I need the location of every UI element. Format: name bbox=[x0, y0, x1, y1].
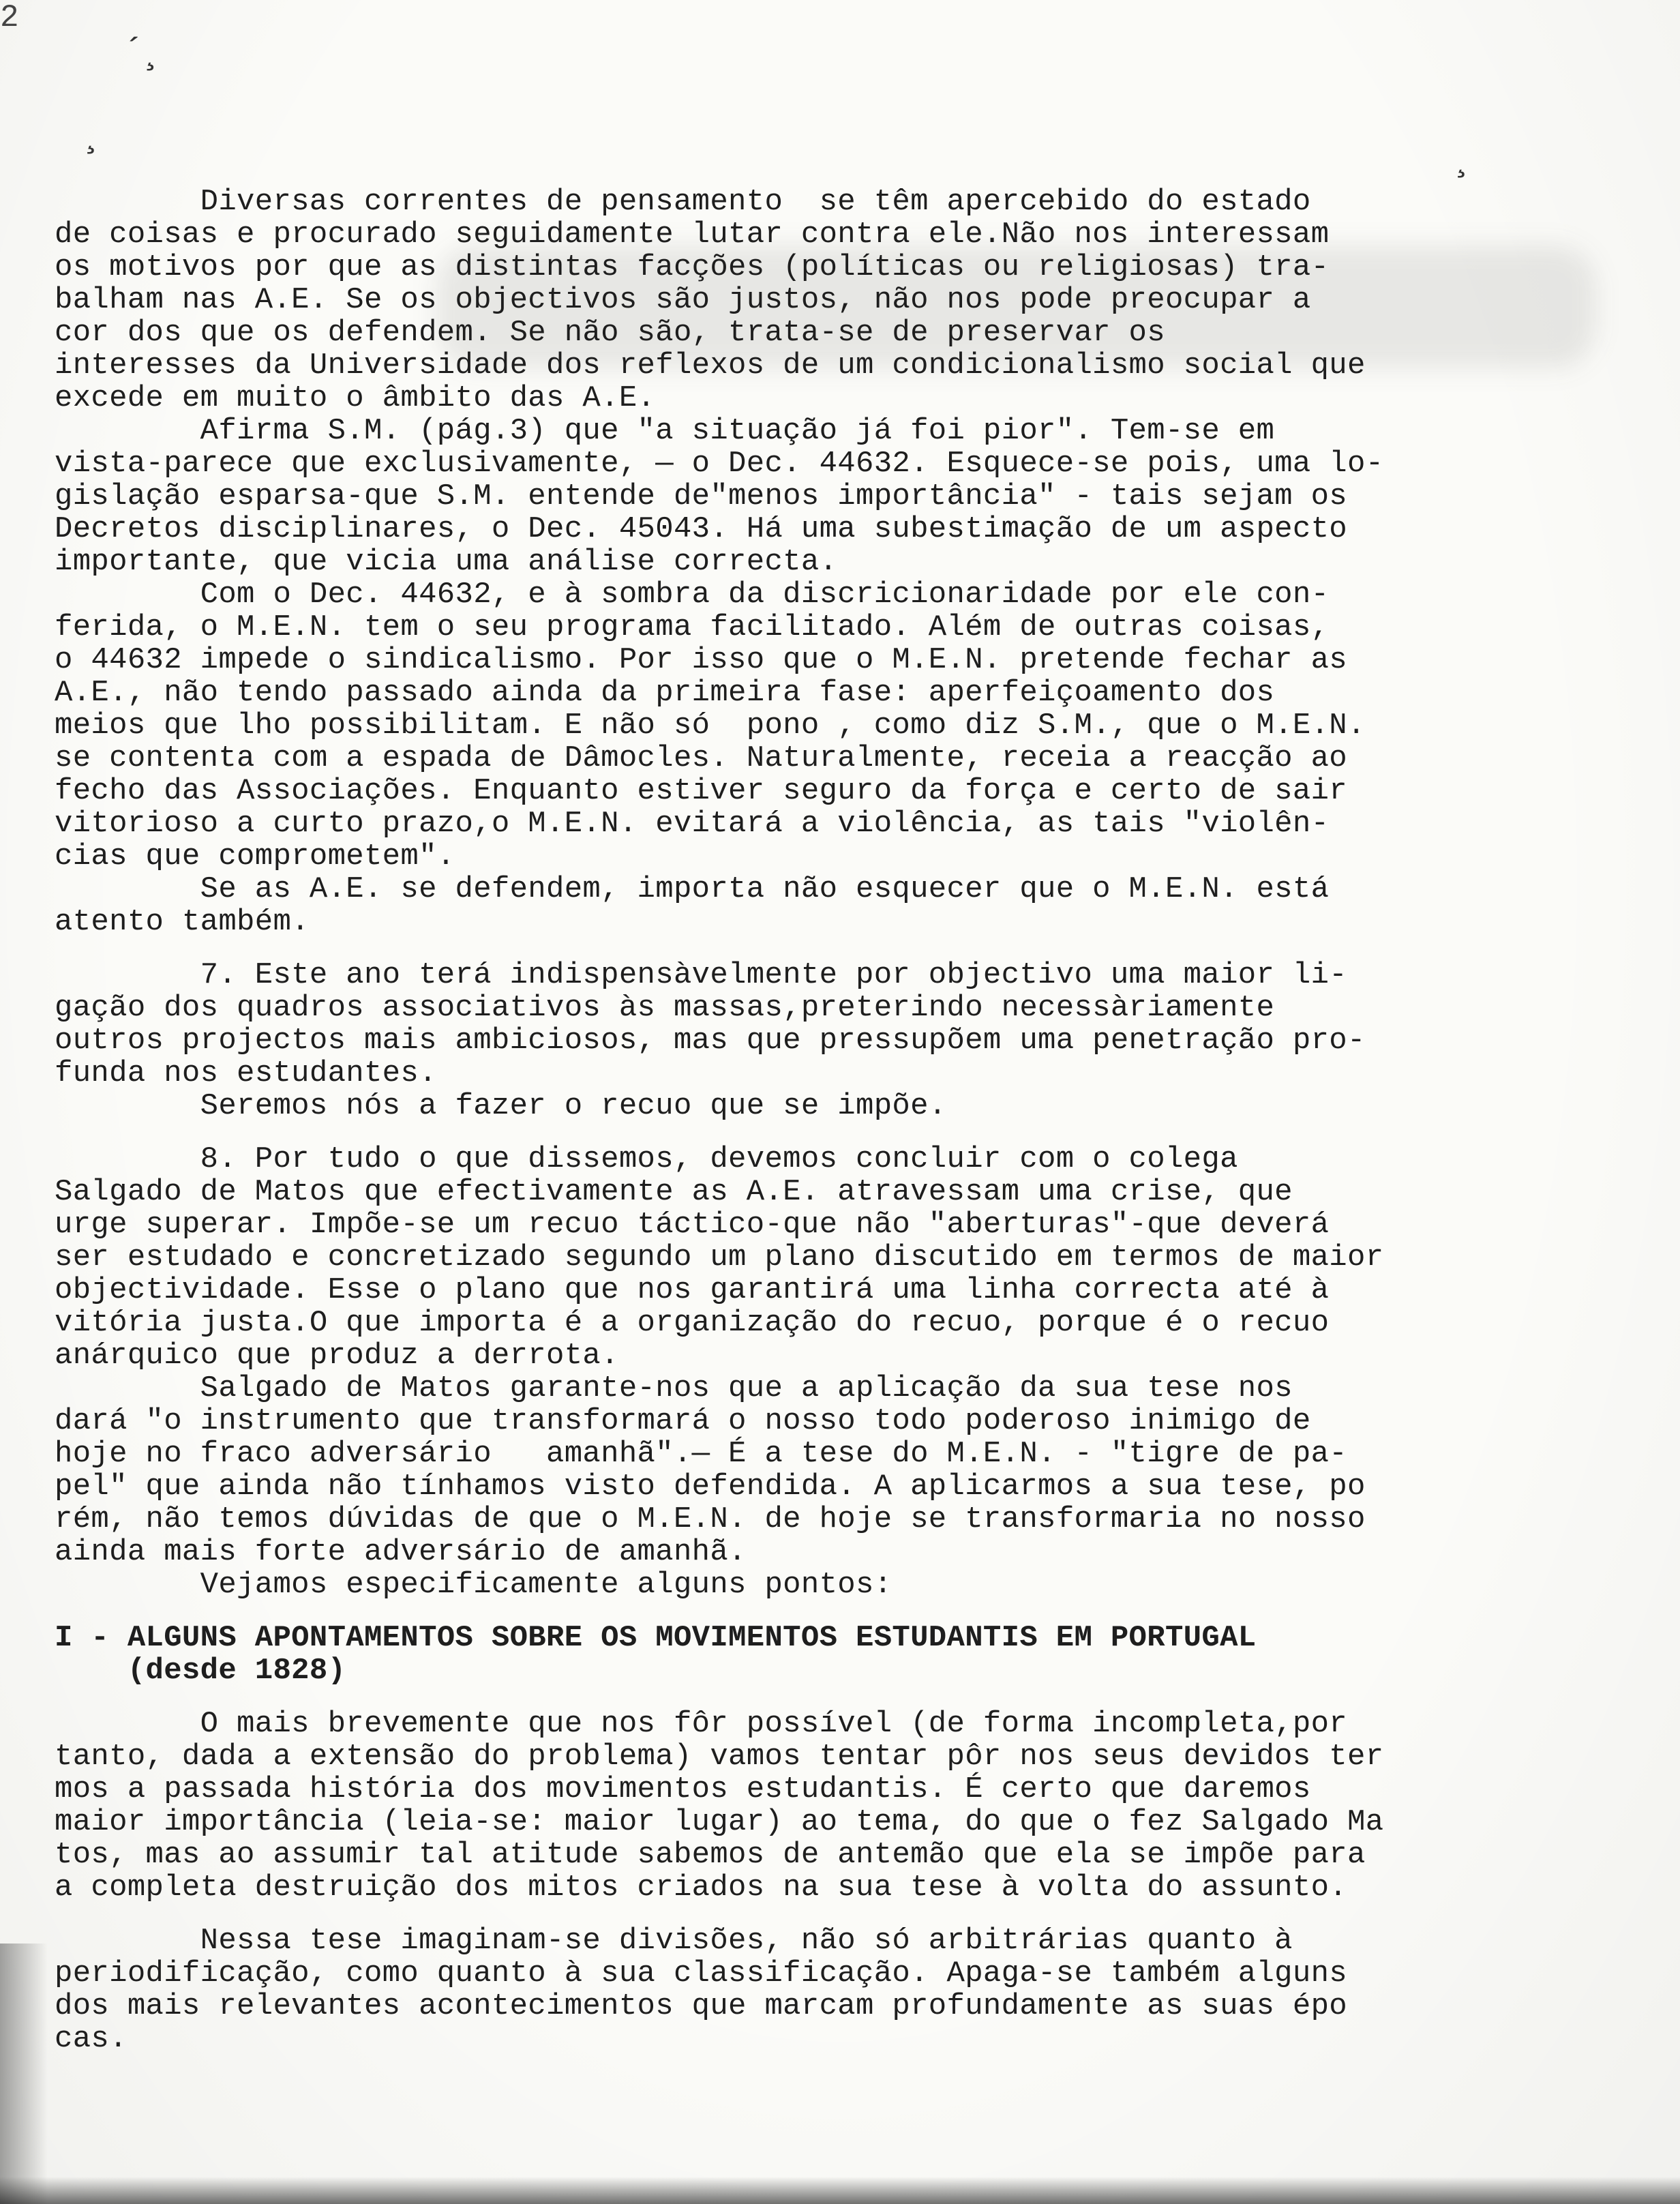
text-line: vitorioso a curto prazo,o M.E.N. evitará a violência, as tais "violên- bbox=[55, 807, 1330, 841]
text-line: periodificação, como quanto à sua classificação. Apaga-se também alguns bbox=[55, 1956, 1348, 1991]
text-line: ferida, o M.E.N. tem o seu programa facilitado. Além de outras coisas, bbox=[55, 610, 1330, 644]
section-heading-line: I - ALGUNS APONTAMENTOS SOBRE OS MOVIMENTOS ESTUDANTIS EM PORTUGAL bbox=[55, 1621, 1257, 1655]
text-line: Vejamos especificamente alguns pontos: bbox=[55, 1568, 892, 1602]
text-line: ainda mais forte adversário de amanhã. bbox=[55, 1535, 747, 1569]
scan-shadow-bottom bbox=[0, 2177, 1680, 2204]
text-line: interesses da Universidade dos reflexos de um condicionalismo social que bbox=[55, 348, 1366, 383]
left-mark: ¸ bbox=[85, 116, 108, 158]
text-line: excede em muito o âmbito das A.E. bbox=[55, 381, 656, 415]
paragraph-gap bbox=[55, 1601, 1616, 1622]
text-line: de coisas e procurado seguidamente lutar contra ele.Não nos interessam bbox=[55, 218, 1330, 252]
text-line: 7. Este ano terá indispensàvelmente por objectivo uma maior li- bbox=[55, 958, 1348, 992]
text-line: meios que lho possibilitam. E não só pono , como diz S.M., que o M.E.N. bbox=[55, 709, 1366, 743]
text-line: Se as A.E. se defendem, importa não esquecer que o M.E.N. está bbox=[55, 872, 1330, 906]
text-line: os motivos por que as distintas facções (políticas ou religiosas) tra- bbox=[55, 250, 1330, 284]
text-line: Salgado de Matos garante-nos que a aplicação da sua tese nos bbox=[55, 1371, 1293, 1405]
text-line: tos, mas ao assumir tal atitude sabemos de antemão que ela se impõe para bbox=[55, 1838, 1366, 1872]
text-line: atento também. bbox=[55, 905, 310, 939]
corner-mark: 2 bbox=[0, 0, 19, 35]
text-line: pel" que ainda não tínhamos visto defendida. A aplicarmos a sua tese, po bbox=[55, 1470, 1366, 1504]
text-line: Diversas correntes de pensamento se têm apercebido do estado bbox=[55, 185, 1311, 219]
text-line: tanto, dada a extensão do problema) vamos tentar pôr nos seus devidos ter bbox=[55, 1740, 1384, 1774]
text-line: balham nas A.E. Se os objectivos são justos, não nos pode preocupar a bbox=[55, 283, 1311, 317]
text-line: o 44632 impede o sindicalismo. Por isso que o M.E.N. pretende fechar as bbox=[55, 643, 1348, 677]
text-line: funda nos estudantes. bbox=[55, 1056, 437, 1090]
text-line: dos mais relevantes acontecimentos que marcam profundamente as suas épo bbox=[55, 1989, 1348, 2023]
text-line: Nessa tese imaginam-se divisões, não só arbitrárias quanto à bbox=[55, 1924, 1293, 1958]
text-line: A.E., não tendo passado ainda da primeira fase: aperfeiçoamento dos bbox=[55, 676, 1275, 710]
text-line: objectividade. Esse o plano que nos garantirá uma linha correcta até à bbox=[55, 1273, 1330, 1307]
text-line: cas. bbox=[55, 2022, 127, 2056]
text-line: Salgado de Matos que efectivamente as A.E. atravessam uma crise, que bbox=[55, 1175, 1293, 1209]
text-line: cias que comprometem". bbox=[55, 839, 455, 874]
text-line: se contenta com a espada de Dâmocles. Naturalmente, receia a reacção ao bbox=[55, 741, 1348, 775]
text-line: Com o Dec. 44632, e à sombra da discricionaridade por ele con- bbox=[55, 578, 1330, 612]
text-line: mos a passada história dos movimentos estudantis. É certo que daremos bbox=[55, 1772, 1311, 1806]
text-line: vitória justa.O que importa é a organização do recuo, porque é o recuo bbox=[55, 1306, 1330, 1340]
text-line: urge superar. Impõe-se um recuo táctico-que não "aberturas"-que deverá bbox=[55, 1208, 1330, 1242]
scan-shadow-left bbox=[0, 1944, 48, 2204]
text-line: 8. Por tudo o que dissemos, devemos concluir com o colega bbox=[55, 1142, 1238, 1176]
top-mark: ´¸ bbox=[123, 33, 167, 74]
text-line: maior importância (leia-se: maior lugar) ao tema, do que o fez Salgado Ma bbox=[55, 1805, 1384, 1839]
paragraph-gap bbox=[55, 938, 1616, 959]
text-line: rém, não temos dúvidas de que o M.E.N. de hoje se transformaria no nosso bbox=[55, 1502, 1366, 1536]
text-line: Afirma S.M. (pág.3) que "a situação já foi pior". Tem-se em bbox=[55, 414, 1275, 448]
right-mark: ¸ bbox=[1456, 140, 1478, 181]
text-line: gação dos quadros associativos às massas,preterindo necessàriamente bbox=[55, 991, 1275, 1025]
section-heading-line: (desde 1828) bbox=[55, 1654, 346, 1688]
text-line: fecho das Associações. Enquanto estiver seguro da força e certo de sair bbox=[55, 774, 1348, 808]
text-line: dará "o instrumento que transformará o nosso todo poderoso inimigo de bbox=[55, 1404, 1311, 1438]
text-line: outros projectos mais ambiciosos, mas que pressupõem uma penetração pro- bbox=[55, 1024, 1366, 1058]
text-line: anárquico que produz a derrota. bbox=[55, 1339, 619, 1373]
paragraph-gap bbox=[55, 1122, 1616, 1143]
document-body bbox=[55, 185, 1616, 2055]
text-line: Decretos disciplinares, o Dec. 45043. Há uma subestimação de um aspecto bbox=[55, 512, 1348, 546]
text-line: ser estudado e concretizado segundo um plano discutido em termos de maior bbox=[55, 1240, 1384, 1275]
paragraph-gap bbox=[55, 1904, 1616, 1924]
text-line: Seremos nós a fazer o recuo que se impõe. bbox=[55, 1089, 947, 1123]
text-line: importante, que vicia uma análise correcta. bbox=[55, 545, 838, 579]
text-line: O mais brevemente que nos fôr possível (de forma incompleta,por bbox=[55, 1707, 1348, 1741]
text-line: a completa destruição dos mitos criados na sua tese à volta do assunto. bbox=[55, 1871, 1348, 1905]
text-line: cor dos que os defendem. Se não são, trata-se de preservar os bbox=[55, 316, 1165, 350]
text-line: vista-parece que exclusivamente, — o Dec. 44632. Esquece-se pois, uma lo- bbox=[55, 447, 1384, 481]
paragraph-gap bbox=[55, 1687, 1616, 1708]
text-line: hoje no fraco adversário amanhã".— É a tese do M.E.N. - "tigre de pa- bbox=[55, 1437, 1348, 1471]
text-line: gislação esparsa-que S.M. entende de"menos importância" - tais sejam os bbox=[55, 479, 1348, 513]
